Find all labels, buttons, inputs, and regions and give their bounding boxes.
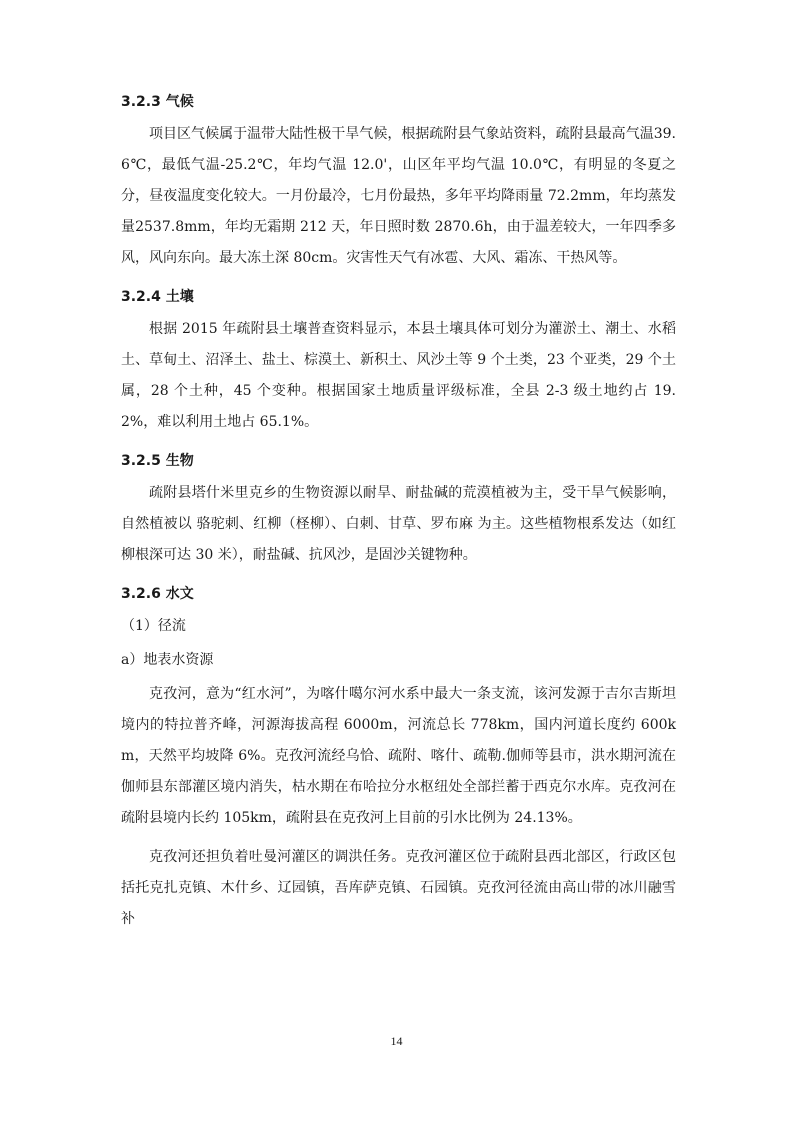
page-content — [121, 87, 676, 943]
section-heading-hydrology: 3.2.6 水文 — [121, 586, 194, 602]
section-heading-biology: 3.2.5 生物 — [121, 453, 194, 469]
paragraph-kezi-irrigation: 克孜河还担负着吐曼河灌区的调洪任务。克孜河灌区位于疏附县西北部区，行政区包括托克扎克镇、木什乡、辽园镇，吾库萨克镇、石园镇。克孜河径流由高山带的冰川融雪补 — [121, 849, 676, 927]
paragraph-climate: 项目区气候属于温带大陆性极干旱气候，根据疏附县气象站资料，疏附县最高气温39.6℃，最低气温-25.2℃，年均气温 12.0'，山区年平均气温 10.0℃，有明显的冬夏之分，昼夜温度变化较大。一月份最冷，七月份最热，多年平均降雨量 72.2mm，年均蒸发量2537.8mm，年均无霜期 212 天，年日照时数 2870.6h，由于温差较大，一年四季多风，风向东向。最大冻土深 80cm。灾害性天气有冰雹、大风、霜冻、干热风等。 — [121, 126, 676, 266]
paragraph-soil: 根据 2015 年疏附县土壤普查资料显示，本县土壤具体可划分为灌淤土、潮土、水稻土、草甸土、沼泽土、盐土、棕漠土、新积土、风沙土等 9 个土类，23 个亚类，29 个土属，28 个土种，45 个变种。根据国家土地质量评级标准，全县 2-3 级土地约占 19.2%，难以利用土地占 65.1%。 — [121, 321, 676, 430]
page-number: 14 — [390, 1034, 403, 1048]
paragraph-kezi-river: 克孜河，意为“红水河”，为喀什噶尔河水系中最大一条支流，该河发源于吉尔吉斯坦境内的特拉普齐峰，河源海拔高程 6000m，河流总长 778km，国内河道长度约 600km，天然平均坡降 6%。克孜河流经乌恰、疏附、喀什、疏勒.伽师等县市，洪水期河流在伽师县东部灌区境内消失，枯水期在布哈拉分水枢纽处全部拦蓄于西克尔水库。克孜河在疏附县境内长约 105km，疏附县在克孜河上目前的引水比例为 24.13%。 — [121, 686, 676, 826]
paragraph-biology: 疏附县塔什米里克乡的生物资源以耐旱、耐盐碱的荒漠植被为主，受干旱气候影响，自然植被以 骆驼刺、红柳（柽柳）、白刺、甘草、罗布麻 为主。这些植物根系发达（如红柳根深可达 30 米），耐盐碱、抗风沙，是固沙关键物种。 — [121, 485, 676, 563]
subheading-runoff: （1）径流 — [121, 618, 186, 634]
subheading-surface-water: a）地表水资源 — [121, 652, 214, 668]
section-heading-climate: 3.2.3 气候 — [121, 94, 194, 110]
section-heading-soil: 3.2.4 土壤 — [121, 289, 194, 305]
